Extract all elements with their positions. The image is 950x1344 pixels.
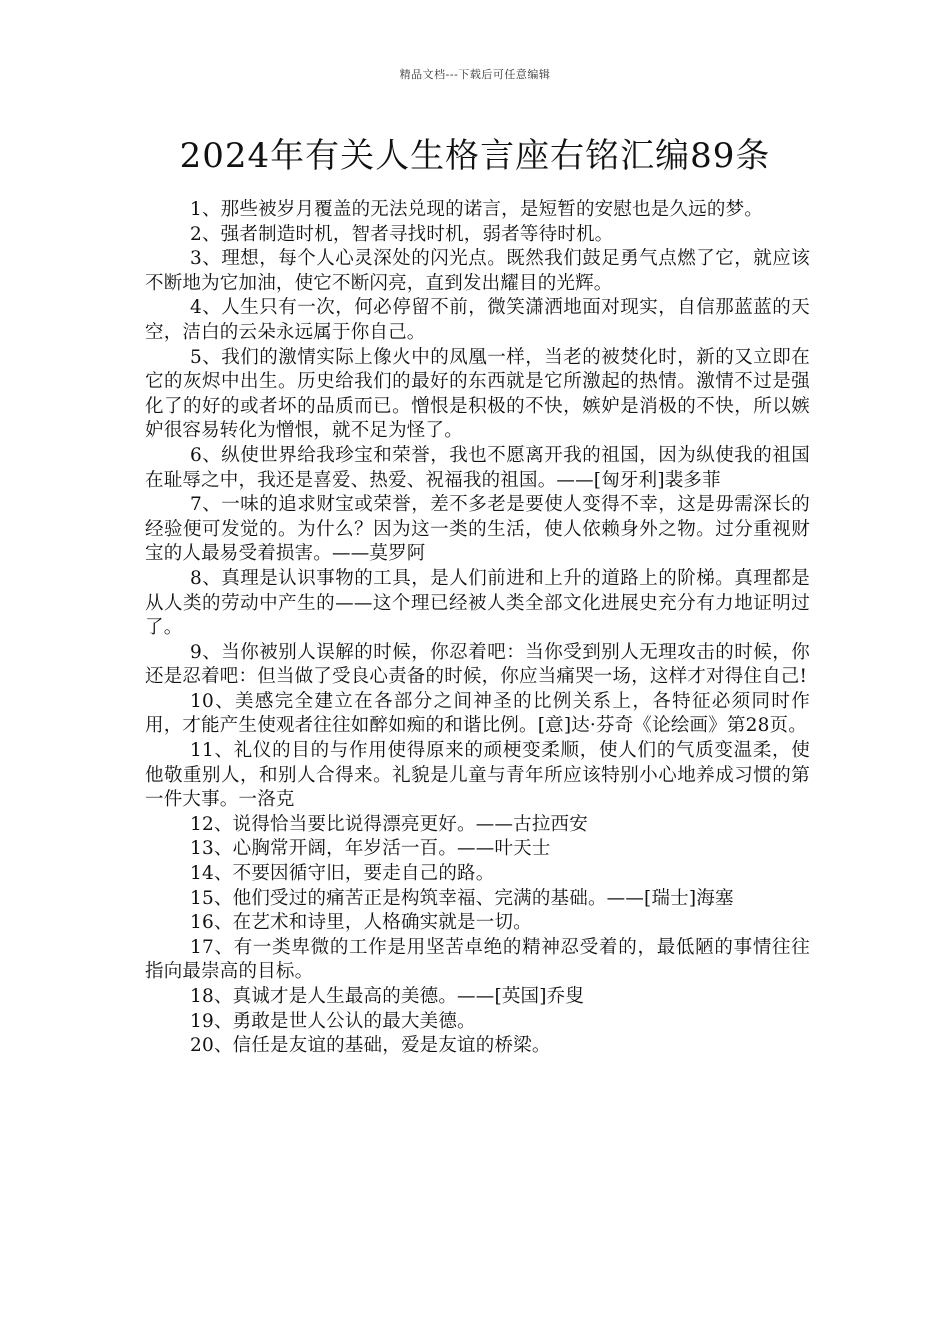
quote-entry: 3、理想，每个人心灵深处的闪光点。既然我们鼓足勇气点燃了它，就应该不断地为它加油，使它不断闪亮，直到发出耀目的光辉。 bbox=[145, 248, 810, 294]
quote-entry: 2、强者制造时机，智者寻找时机，弱者等待时机。 bbox=[190, 223, 614, 245]
quote-entry: 1、那些被岁月覆盖的无法兑现的诺言，是短暂的安慰也是久远的梦。 bbox=[190, 199, 763, 220]
quote-entry: 5、我们的激情实际上像火中的凤凰一样，当老的被焚化时，新的又立即在它的灰烬中出生。历史给我们的最好的东西就是它所激起的热情。激情不过是强化了的好的或者坏的品质而已。憎恨是积极的不快，嫉妒是消极的不快，所以嫉妒很容易转化为憎恨，就不足为怪了。 bbox=[145, 346, 810, 442]
quote-entry: 15、他们受过的痛苦正是构筑幸福、完满的基础。——[瑞士]海塞 bbox=[190, 887, 734, 909]
quote-entry: 9、当你被别人误解的时候，你忍着吧：当你受到别人无理攻击的时候，你还是忍着吧：但当做了受良心责备的时候，你应当痛哭一场，这样才对得住自己! bbox=[145, 641, 810, 688]
quote-entry: 10、美感完全建立在各部分之间神圣的比例关系上，各特征必须同时作用，才能产生使观者往往如醉如痴的和谐比例。[意]达·芬奇《论绘画》第28页。 bbox=[145, 690, 810, 737]
quote-entry: 20、信任是友谊的基础，爱是友谊的桥梁。 bbox=[190, 1035, 551, 1057]
quote-entry: 19、勇敢是世人公认的最大美德。 bbox=[190, 1010, 476, 1032]
quote-entry: 6、纵使世界给我珍宝和荣誉，我也不愿离开我的祖国，因为纵使我的祖国在耻辱之中，我还是喜爱、热爱、祝福我的祖国。——[匈牙利]裴多菲 bbox=[145, 444, 810, 491]
document-body bbox=[145, 198, 810, 1059]
quote-entry: 12、说得恰当要比说得漂亮更好。——古拉西安 bbox=[190, 813, 588, 835]
quote-entry: 13、心胸常开阔，年岁活一百。——叶天士 bbox=[190, 838, 551, 860]
quote-entry: 14、不要因循守旧，要走自己的路。 bbox=[190, 863, 495, 885]
quote-entry: 11、礼仪的目的与作用使得原来的顽梗变柔顺，使人们的气质变温柔，使他敬重别人，和别人合得来。礼貌是儿童与青年所应该特别小心地养成习惯的第一件大事。一洛克 bbox=[145, 740, 810, 811]
quote-entry: 18、真诚才是人生最高的美德。——[英国]乔叟 bbox=[190, 986, 585, 1007]
document-title: 2024年有关人生格言座右铭汇编89条 bbox=[179, 136, 771, 176]
quote-entry: 8、真理是认识事物的工具，是人们前进和上升的道路上的阶梯。真理都是从人类的劳动中产生的——这个理已经被人类全部文化进展史充分有力地证明过了。 bbox=[145, 567, 810, 639]
quote-entry: 16、在艺术和诗里，人格确实就是一切。 bbox=[190, 912, 532, 934]
quote-entry: 4、人生只有一次，何必停留不前，微笑潇洒地面对现实，自信那蓝蓝的天空，洁白的云朵永远属于你自己。 bbox=[145, 297, 810, 343]
quote-entry: 17、有一类卑微的工作是用坚苦卓绝的精神忍受着的，最低陋的事情往往指向最崇高的目标。 bbox=[145, 936, 810, 983]
quote-entry: 7、一味的追求财宝或荣誉，差不多老是要使人变得不幸，这是毋需深长的经验便可发觉的。为什么？因为这一类的生活，使人依赖身外之物。过分重视财宝的人最易受着损害。——莫罗阿 bbox=[145, 494, 810, 565]
page-header-note: 精品文档---下载后可任意编辑 bbox=[399, 68, 551, 81]
